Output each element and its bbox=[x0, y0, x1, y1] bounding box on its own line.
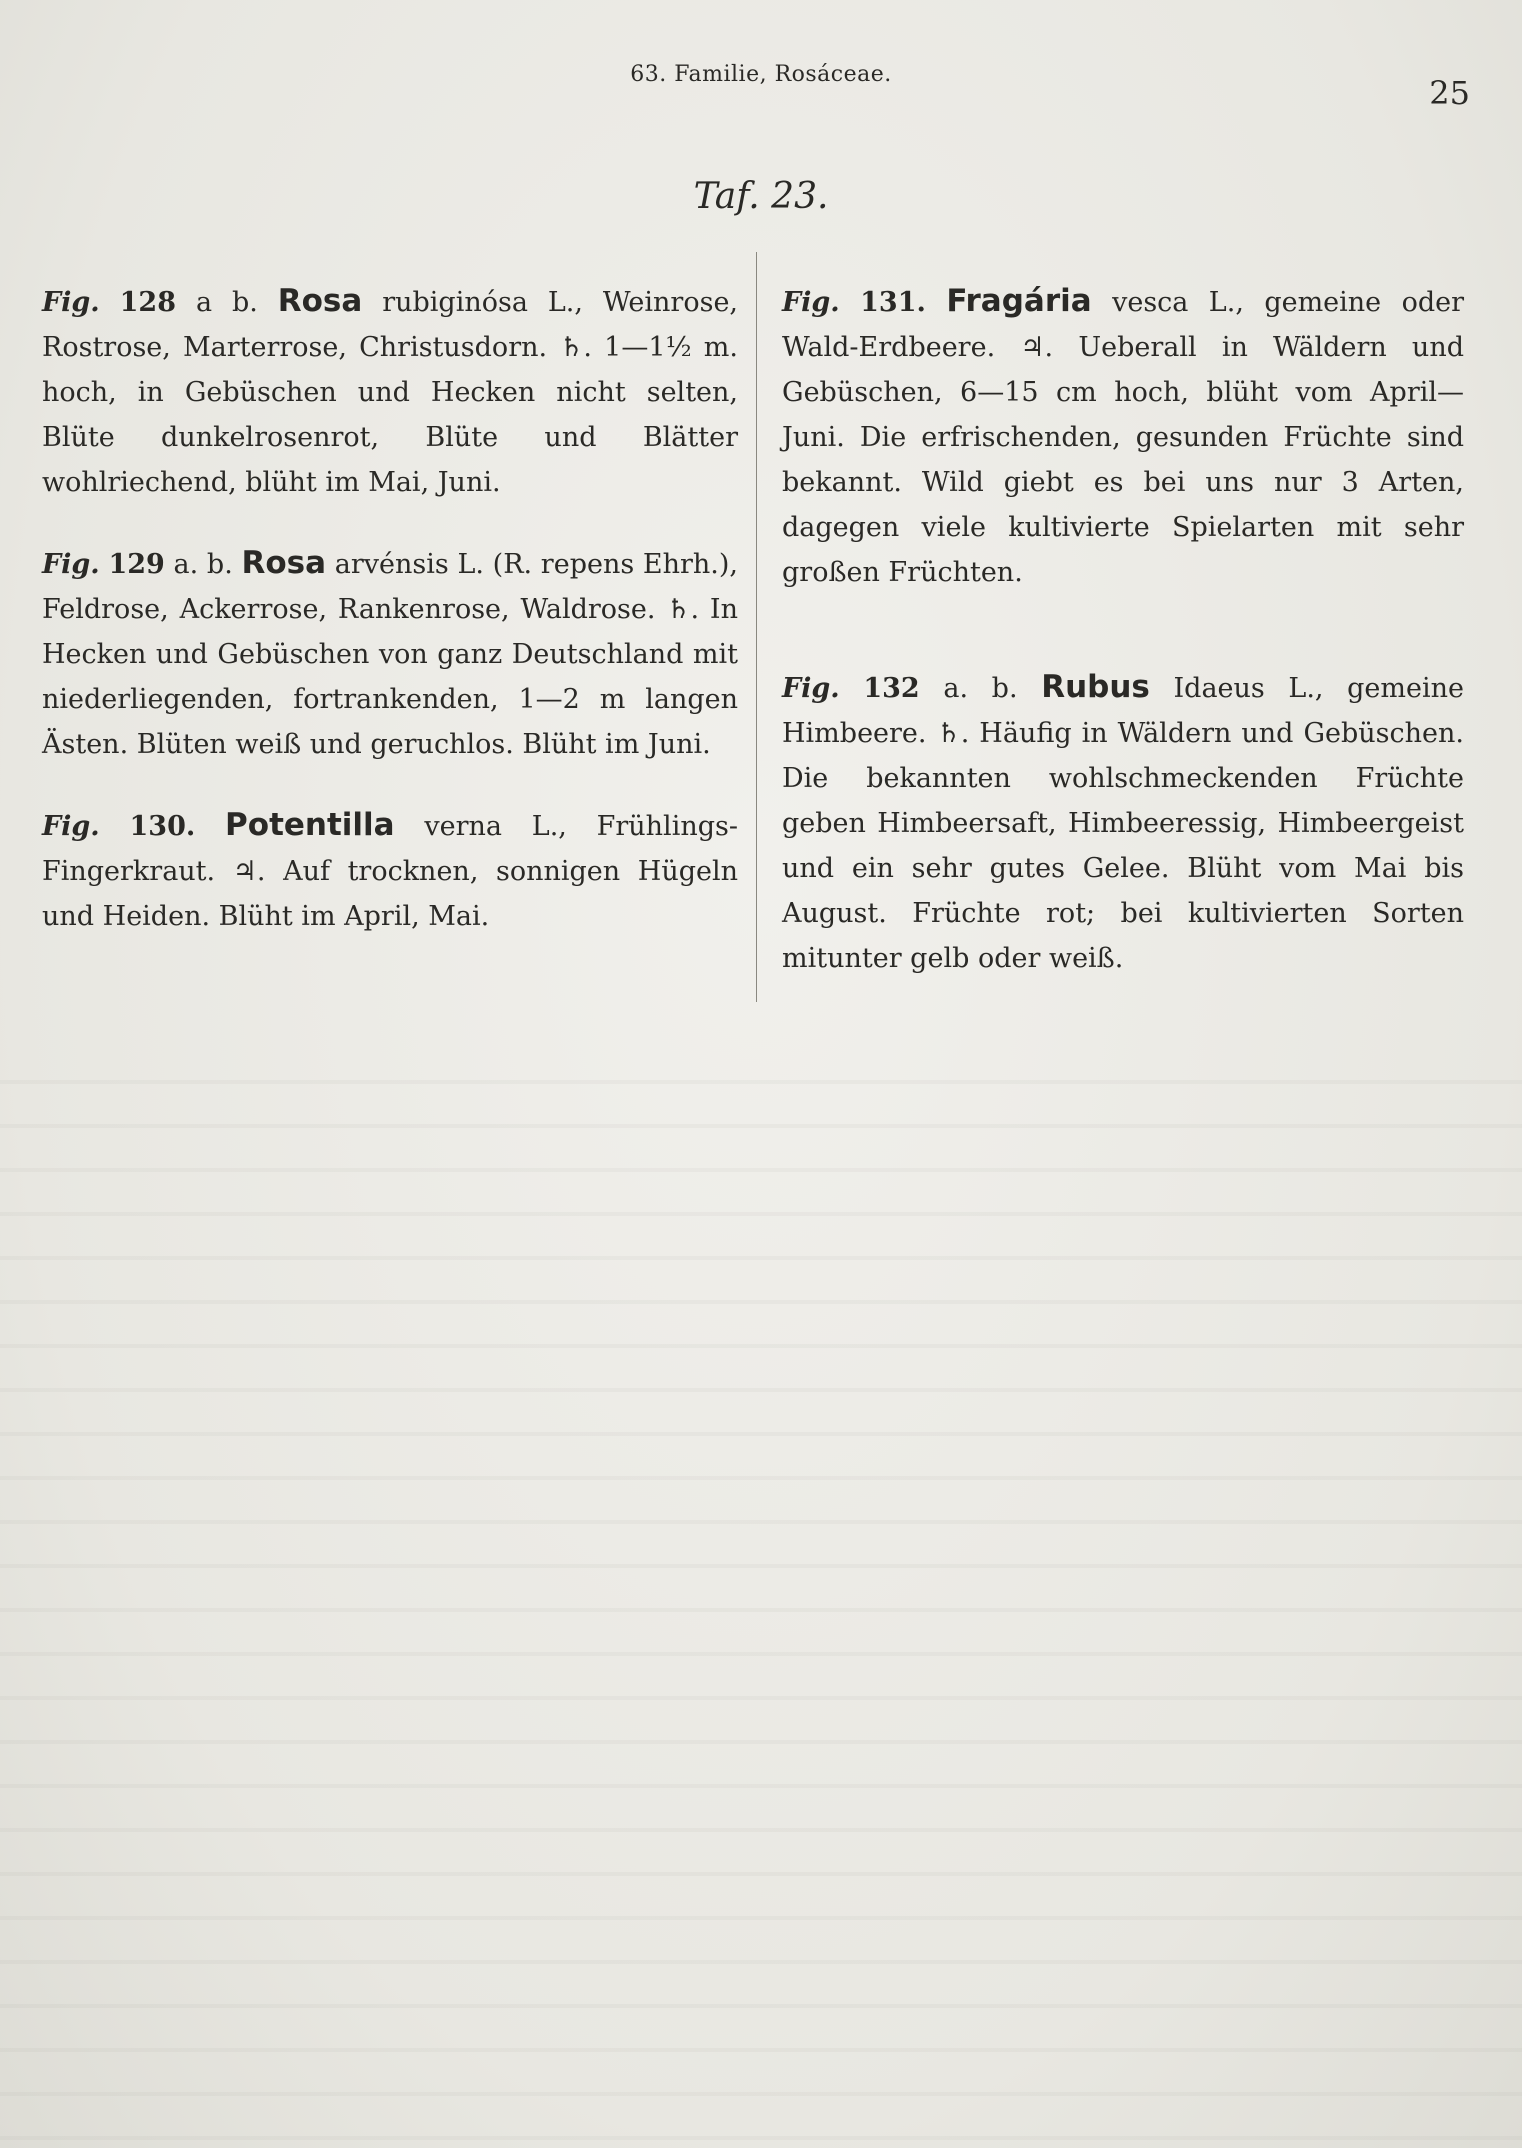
fig-parts: a b. bbox=[195, 287, 258, 318]
figure-entry-132 bbox=[782, 665, 1464, 981]
fig-label: Fig. bbox=[42, 811, 100, 842]
figure-entry-131 bbox=[782, 279, 1464, 595]
fig-number: 129 bbox=[108, 549, 165, 580]
left-column bbox=[42, 252, 738, 975]
fig-label: Fig. bbox=[42, 287, 100, 318]
figure-entry-130 bbox=[42, 803, 738, 939]
figure-entry-129 bbox=[42, 541, 738, 767]
fig-parts: a. b. bbox=[943, 673, 1018, 704]
entry-text: Idaeus L., gemeine Himbeere. ♄. Häufig in Wäldern und Gebüschen. Die bekannten wohlschmeckenden Früchte geben Himbeersaft, Himbeeressig, Himbeergeist und ein sehr gutes Gelee. Blüht vom Mai bis August. Früchte rot; bei kultivierten Sorten mitunter gelb oder weiß. bbox=[782, 673, 1464, 974]
page-number: 25 bbox=[1429, 74, 1470, 112]
genus-name: Rosa bbox=[241, 545, 327, 581]
fig-number: 128 bbox=[119, 287, 177, 318]
fig-parts: a. b. bbox=[173, 549, 233, 580]
fig-label: Fig. bbox=[782, 673, 840, 704]
figure-entry-128 bbox=[42, 279, 738, 505]
genus-name: Potentilla bbox=[225, 807, 395, 843]
fig-label: Fig. bbox=[42, 549, 100, 580]
entry-text: verna L., Frühlings-Fingerkraut. ♃. Auf trocknen, sonnigen Hügeln und Heiden. Blüht im April, Mai. bbox=[42, 811, 738, 932]
fig-number: 130. bbox=[129, 811, 196, 842]
fig-label: Fig. bbox=[782, 287, 840, 318]
entry-text: vesca L., gemeine oder Wald-Erdbeere. ♃. Ueberall in Wäldern und Gebüschen, 6—15 cm hoch, blüht vom April—Juni. Die erfrischenden, gesunden Früchte sind bekannt. Wild giebt es bei uns nur 3 Arten, dagegen viele kultivierte Spielarten mit sehr großen Früchten. bbox=[782, 287, 1464, 588]
fig-number: 131. bbox=[860, 287, 926, 318]
running-head: 63. Familie, Rosáceae. bbox=[630, 62, 892, 87]
entry-text: arvénsis L. (R. repens Ehrh.), Feldrose, Ackerrose, Rankenrose, Waldrose. ♄. In Hecken und Gebüschen von ganz Deutschland mit niederliegenden, fortrankenden, 1—2 m langen Ästen. Blüten weiß und geruchlos. Blüht im Juni. bbox=[42, 549, 738, 760]
genus-name: Fragária bbox=[946, 283, 1092, 319]
genus-name: Rubus bbox=[1041, 669, 1150, 705]
genus-name: Rosa bbox=[277, 283, 363, 319]
paper-show-through bbox=[0, 1040, 1522, 2140]
entry-text: rubiginósa L., Weinrose, Rostrose, Marterrose, Christusdorn. ♄. 1—1½ m. hoch, in Gebüschen und Hecken nicht selten, Blüte dunkelrosenrot, Blüte und Blätter wohlriechend, blüht im Mai, Juni. bbox=[42, 287, 739, 498]
fig-number: 132 bbox=[863, 673, 920, 704]
plate-title: Taf. 23. bbox=[693, 176, 829, 217]
column-divider bbox=[756, 252, 757, 1002]
right-column bbox=[782, 252, 1464, 1017]
